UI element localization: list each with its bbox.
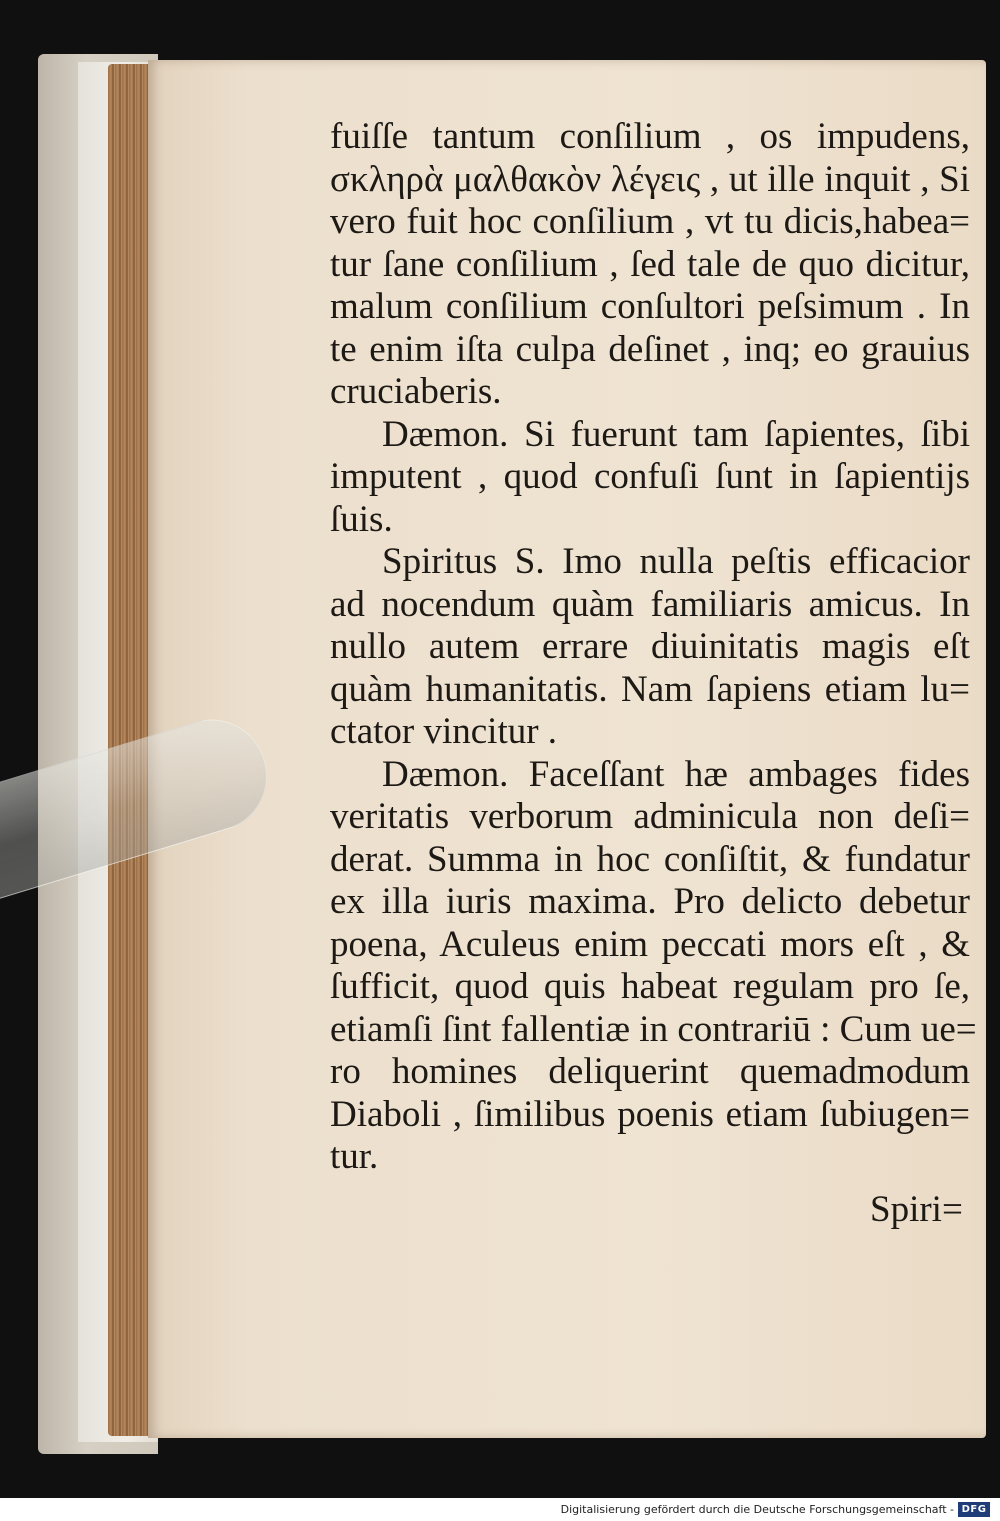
text-line: veritatis verborum adminicula non deſi= [330, 796, 970, 837]
catchword: Spiri= [870, 1189, 963, 1230]
text-line: Diaboli , ſimilibus poenis etiam ſubiugen= [330, 1093, 970, 1135]
text-line: ad nocendum quàm familiaris amicus. In [330, 583, 970, 625]
text-line: Dæmon. Faceſſant hæ ambages fides [382, 753, 970, 795]
text-line: vero fuit hoc conſilium , vt tu dicis,habea= [330, 201, 970, 242]
text-line: ro homines deliquerint quemadmodum [330, 1051, 970, 1092]
text-line: ctator vincitur . [330, 711, 558, 752]
text-line: ex illa iuris maxima. Pro delicto debetur [330, 881, 970, 922]
text-line: poena, Aculeus enim peccati mors eſt , & [330, 923, 970, 965]
text-line: tur ſane conſilium , ſed tale de quo dicitur, [330, 243, 970, 285]
text-line: σκληρὰ μαλθακὸν λέγεις , ut ille inquit , Si [330, 158, 970, 200]
page-text [330, 116, 977, 1179]
text-line: derat. Summa in hoc conſiſtit, & fundatur [330, 838, 970, 880]
text-line: malum conſilium conſultori peſsimum . In [330, 286, 970, 327]
text-line: Dæmon. Si fuerunt tam ſapientes, ſibi [382, 413, 970, 455]
text-line: imputent , quod confuſi ſunt in ſapientijs [330, 456, 970, 497]
text-line: ſuis. [330, 498, 393, 540]
text-line: quàm humanitatis. Nam ſapiens etiam lu= [330, 668, 970, 710]
funding-notice: Digitalisierung gefördert durch die Deutsche Forschungsgemeinschaft - [560, 1503, 954, 1516]
text-line: te enim iſta culpa deſinet , inq; eo grauius [330, 328, 970, 370]
text-line: cruciaberis. [330, 371, 502, 412]
text-line: Spiritus S. Imo nulla peſtis efficacior [382, 541, 970, 582]
footer-bar [0, 1498, 1000, 1521]
text-line: etiamſi ſint fallentiæ in contrariū : Cum ue= [330, 1008, 977, 1050]
dfg-logo-icon: DFG [958, 1502, 990, 1517]
text-line: fuiſſe tantum conſilium , os impudens, [330, 116, 970, 157]
text-line: tur. [330, 1136, 379, 1177]
text-line: ſufficit, quod quis habeat regulam pro ſe, [330, 966, 970, 1007]
text-line: nullo autem errare diuinitatis magis eſt [330, 626, 970, 667]
